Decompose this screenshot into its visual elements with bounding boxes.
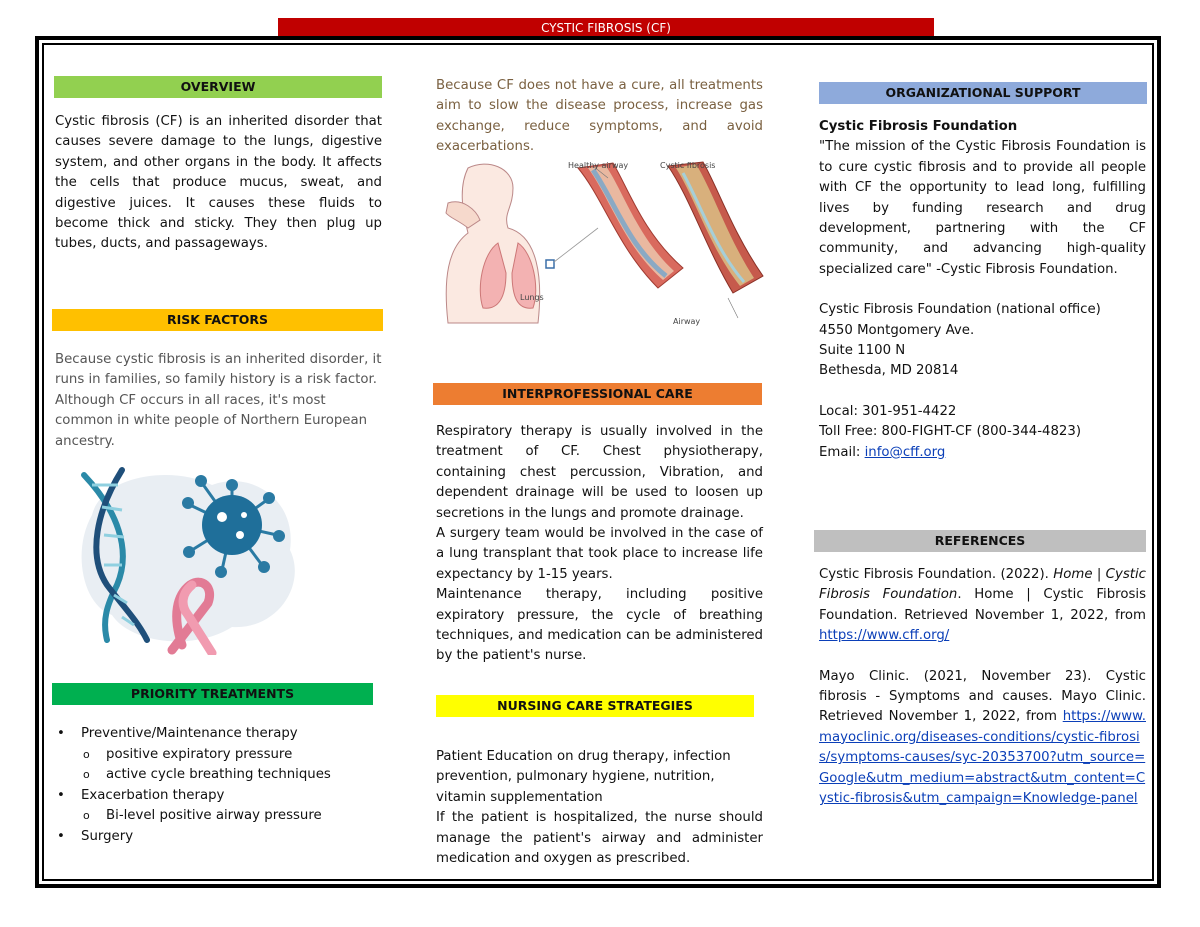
references-text [819, 565, 1146, 809]
org-street: 4550 Montgomery Ave. [819, 322, 975, 338]
spacer [819, 280, 1146, 300]
org-name: Cystic Fibrosis Foundation [819, 119, 1018, 134]
org-local-phone: Local: 301-951-4422 [819, 403, 957, 419]
priority-treatments-heading: PRIORITY TREATMENTS [52, 683, 373, 705]
nursing-care-heading: NURSING CARE STRATEGIES [436, 695, 754, 717]
figure-label-healthy: Healthy airway [568, 161, 629, 170]
interprofessional-care-text [436, 422, 763, 667]
reference-2 [819, 667, 1146, 810]
ref2-details: Mayo Clinic. (2021, November 23). Cystic fibrosis - Symptoms and causes. Mayo Clinic. Retrieved November 1, 2022, from [819, 668, 1146, 725]
ref1-link[interactable]: https://www.cff.org/ [819, 628, 950, 644]
list-item: o Bi-level positive airway pressure [52, 806, 382, 827]
list-item: • Exacerbation therapy [52, 786, 382, 807]
reference-1 [819, 565, 1146, 647]
org-city: Bethesda, MD 20814 [819, 363, 959, 379]
nursing-p1: Patient Education on drug therapy, infection prevention, pulmonary hygiene, nutrition, vitamin supplementation [436, 749, 731, 805]
org-tollfree-phone: Toll Free: 800-FIGHT-CF (800-344-4823) [819, 424, 1082, 440]
airway-anatomy-illustration [428, 158, 768, 340]
nursing-care-text [436, 747, 763, 869]
overview-text: Cystic fibrosis (CF) is an inherited disorder that causes severe damage to the lungs, digestive system, and other organs in the body. It affects the cells that produce mucus, sweat, and digestive juices. It causes these fluids to become thick and sticky. They then plug up tubes, ducts, and passageways. [55, 114, 382, 252]
interprofessional-p1: Respiratory therapy is usually involved in the treatment of CF. Chest physiotherapy, containing chest percussion, Vibration, and dependent drainage will be used to loosen up secretions in the lungs and promote drainage. [436, 424, 763, 521]
org-email-line [819, 443, 1146, 463]
interprofessional-p3: Maintenance therapy, including positive expiratory pressure, the cycle of breathing techniques, and medication can be administered by the patient's nurse. [436, 587, 763, 664]
list-item: o positive expiratory pressure [52, 745, 382, 766]
references-heading: REFERENCES [814, 530, 1146, 552]
ref1-title: Home | Cystic Fibrosis Foundation [819, 567, 1146, 603]
figure-label-airway: Airway [673, 317, 701, 326]
org-suite: Suite 1100 N [819, 343, 906, 359]
spacer [819, 382, 1146, 402]
ref2-link[interactable]: https://www.mayoclinic.org/diseases-conditions/cystic-fibrosis/symptoms-causes/syc-20353700?utm_source=Google&utm_medium=abstract&utm_content=Cystic-fibrosis&utm_campaign=Knowledge-panel [819, 709, 1146, 807]
risk-factors-text: Because cystic fibrosis is an inherited disorder, it runs in families, so family history is a risk factor. Although CF occurs in all races, it's most common in white people of Northern European ancestry. [55, 352, 382, 449]
interprofessional-care-heading: INTERPROFESSIONAL CARE [433, 383, 762, 405]
figure-label-cf: Cystic fibrosis [660, 161, 716, 170]
organizational-support-text [819, 117, 1146, 463]
dna-virus-ribbon-illustration [62, 455, 302, 655]
ref1-author: Cystic Fibrosis Foundation. (2022). [819, 567, 1054, 582]
ref1-details: . Home | Cystic Fibrosis Foundation. Retrieved November 1, 2022, from [819, 587, 1147, 623]
no-cure-text: Because CF does not have a cure, all treatments aim to slow the disease process, increase gas exchange, reduce symptoms, and avoid exacerbations. [436, 78, 763, 155]
email-label: Email: [819, 444, 865, 460]
risk-factors-heading: RISK FACTORS [52, 309, 383, 331]
spacer [819, 647, 1146, 667]
organizational-support-heading: ORGANIZATIONAL SUPPORT [819, 82, 1147, 104]
list-item: o active cycle breathing techniques [52, 765, 382, 786]
title-banner: CYSTIC FIBROSIS (CF) [278, 18, 934, 36]
overview-heading: OVERVIEW [54, 76, 382, 98]
email-link[interactable]: info@cff.org [864, 444, 946, 460]
priority-treatments-list [52, 724, 382, 847]
figure-label-lungs: Lungs [520, 293, 544, 302]
list-item: • Surgery [52, 827, 382, 848]
list-item: • Preventive/Maintenance therapy [52, 724, 382, 745]
interprofessional-p2: A surgery team would be involved in the case of a lung transplant that took place to increase life expectancy by 1-15 years. [436, 526, 763, 582]
nursing-p2: If the patient is hospitalized, the nurse should manage the patient's airway and administer medication and oxygen as prescribed. [436, 810, 763, 867]
org-mission: "The mission of the Cystic Fibrosis Foundation is to cure cystic fibrosis and to provide all people with CF the opportunity to lead long, fulfilling lives by funding research and drug development, partnering with the CF community, and advancing high-quality specialized care" -Cystic Fibrosis Foundation. [819, 139, 1146, 277]
org-address-title: Cystic Fibrosis Foundation (national office) [819, 302, 1101, 318]
